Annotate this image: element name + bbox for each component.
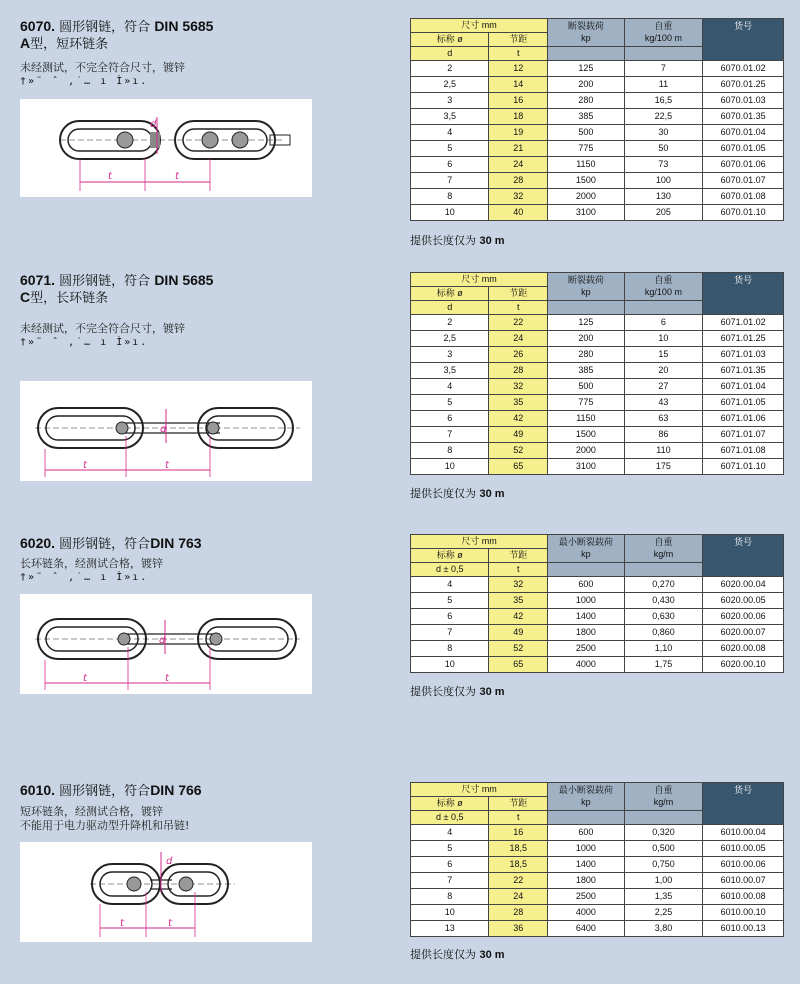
header-load: 最小断裂载荷 kp — [548, 783, 625, 811]
header-pitch-sym: t — [489, 811, 548, 825]
table-row: 5 35 1000 0,430 6020.00.05 — [411, 593, 784, 609]
section-description: 长环链条，经测试合格，镀锌 — [20, 557, 163, 570]
table-row: 8 52 2000 110 6071.01.08 — [411, 443, 784, 459]
table-row: 5 21 775 50 6070.01.05 — [411, 141, 784, 157]
chain-drawing — [20, 381, 312, 481]
dim-t-label: t — [168, 918, 172, 929]
section-description-symbols: †»˜ ˆ ‚˙… ı Ì»ı. — [20, 572, 149, 583]
header-pitch: 节距 — [489, 549, 548, 563]
table-row: 13 36 6400 3,80 6010.00.13 — [411, 921, 784, 937]
dim-d-label: d — [166, 856, 173, 867]
header-load: 断裂载荷 kp — [548, 273, 625, 301]
section-description-symbols: †»˜ ˆ ‚˙… ı Ì»ı. — [20, 337, 149, 348]
header-nominal-sym: d ± 0,5 — [411, 563, 489, 577]
header-nominal: 标称 ø — [411, 33, 489, 47]
table-row: 3,5 28 385 20 6071.01.35 — [411, 363, 784, 379]
header-article: 货号 — [703, 273, 784, 315]
table-row: 3 26 280 15 6071.01.03 — [411, 347, 784, 363]
table-row: 4 32 600 0,270 6020.00.04 — [411, 577, 784, 593]
table-row: 8 52 2500 1,10 6020.00.08 — [411, 641, 784, 657]
header-article: 货号 — [703, 783, 784, 825]
table-row: 5 35 775 43 6071.01.05 — [411, 395, 784, 411]
header-weight: 自重 kg/100 m — [624, 273, 703, 301]
table-row: 6 42 1150 63 6071.01.06 — [411, 411, 784, 427]
dim-t-label: t — [83, 460, 87, 471]
dim-t-label: t — [175, 171, 179, 182]
header-nominal: 标称 ø — [411, 797, 489, 811]
table-row: 10 40 3100 205 6070.01.10 — [411, 205, 784, 221]
header-load: 断裂载荷 kp — [548, 19, 625, 47]
header-weight: 自重 kg/m — [624, 783, 703, 811]
section-description: 短环链条，经测试合格，镀锌 — [20, 805, 163, 818]
dim-t-label: t — [108, 171, 112, 182]
header-size: 尺寸 mm — [411, 783, 548, 797]
header-size: 尺寸 mm — [411, 19, 548, 33]
section-description: 未经测试，不完全符合尺寸，镀锌 — [20, 322, 185, 335]
spec-table — [410, 18, 784, 221]
header-size: 尺寸 mm — [411, 535, 548, 549]
dim-t-label: t — [165, 673, 169, 684]
table-row: 10 65 4000 1,75 6020.00.10 — [411, 657, 784, 673]
table-row: 8 32 2000 130 6070.01.08 — [411, 189, 784, 205]
table-row: 4 32 500 27 6071.01.04 — [411, 379, 784, 395]
section-title: 6071. 圆形钢链，符合 DIN 5685 — [20, 272, 214, 289]
spec-table — [410, 534, 784, 673]
header-nominal: 标称 ø — [411, 287, 489, 301]
section-description-symbols: †»˜ ˆ ‚˙… ı Ì»ı. — [20, 76, 149, 87]
header-pitch-sym: t — [489, 47, 548, 61]
table-row: 2 12 125 7 6070.01.02 — [411, 61, 784, 77]
dim-d-label: d — [160, 424, 167, 435]
supply-note: 提供长度仅为 30 m — [410, 487, 505, 500]
table-row: 10 28 4000 2,25 6010.00.10 — [411, 905, 784, 921]
dim-t-label: t — [165, 460, 169, 471]
dim-d-label: d — [150, 119, 157, 130]
table-row: 2,5 24 200 10 6071.01.25 — [411, 331, 784, 347]
header-nominal-sym: d — [411, 47, 489, 61]
header-pitch: 节距 — [489, 33, 548, 47]
section-title: 6010. 圆形钢链，符合DIN 766 — [20, 782, 202, 799]
chain-drawing — [20, 842, 312, 942]
table-row: 4 19 500 30 6070.01.04 — [411, 125, 784, 141]
chain-drawing — [20, 99, 312, 197]
table-row: 6 42 1400 0,630 6020.00.06 — [411, 609, 784, 625]
header-article: 货号 — [703, 19, 784, 61]
table-row: 2 22 125 6 6071.01.02 — [411, 315, 784, 331]
table-header-row — [411, 535, 784, 549]
table-row: 3,5 18 385 22,5 6070.01.35 — [411, 109, 784, 125]
table-header-row — [411, 19, 784, 33]
table-row: 7 49 1500 86 6071.01.07 — [411, 427, 784, 443]
header-pitch: 节距 — [489, 287, 548, 301]
header-pitch: 节距 — [489, 797, 548, 811]
section-subtitle: C型，长环链条 — [20, 289, 109, 306]
dim-d-label: d — [159, 635, 166, 646]
header-size: 尺寸 mm — [411, 273, 548, 287]
table-row: 2,5 14 200 11 6070.01.25 — [411, 77, 784, 93]
table-row: 4 16 600 0,320 6010.00.04 — [411, 825, 784, 841]
header-load: 最小断裂载荷 kp — [548, 535, 625, 563]
table-row: 6 18,5 1400 0,750 6010.00.06 — [411, 857, 784, 873]
section-description: 未经测试，不完全符合尺寸，镀锌 — [20, 61, 185, 74]
section-title: 6070. 圆形钢链，符合 DIN 5685 — [20, 18, 214, 35]
section-warning: 不能用于电力驱动型升降机和吊链! — [20, 819, 190, 832]
dim-t-label: t — [83, 673, 87, 684]
header-pitch-sym: t — [489, 301, 548, 315]
section-title: 6020. 圆形钢链，符合DIN 763 — [20, 535, 202, 552]
dim-t-label: t — [120, 918, 124, 929]
header-article: 货号 — [703, 535, 784, 577]
header-weight: 自重 kg/m — [624, 535, 703, 563]
table-row: 6 24 1150 73 6070.01.06 — [411, 157, 784, 173]
supply-note: 提供长度仅为 30 m — [410, 685, 505, 698]
header-nominal: 标称 ø — [411, 549, 489, 563]
header-nominal-sym: d ± 0,5 — [411, 811, 489, 825]
table-row: 3 16 280 16,5 6070.01.03 — [411, 93, 784, 109]
supply-note: 提供长度仅为 30 m — [410, 234, 505, 247]
spec-table — [410, 782, 784, 937]
table-row: 8 24 2500 1,35 6010.00.08 — [411, 889, 784, 905]
spec-table — [410, 272, 784, 475]
table-row: 7 28 1500 100 6070.01.07 — [411, 173, 784, 189]
table-row: 5 18,5 1000 0,500 6010.00.05 — [411, 841, 784, 857]
chain-drawing — [20, 594, 312, 694]
table-header-row — [411, 783, 784, 797]
supply-note: 提供长度仅为 30 m — [410, 948, 505, 961]
table-header-row — [411, 273, 784, 287]
table-row: 7 49 1800 0,860 6020.00.07 — [411, 625, 784, 641]
header-nominal-sym: d — [411, 301, 489, 315]
header-pitch-sym: t — [489, 563, 548, 577]
header-weight: 自重 kg/100 m — [624, 19, 703, 47]
table-row: 7 22 1800 1,00 6010.00.07 — [411, 873, 784, 889]
table-row: 10 65 3100 175 6071.01.10 — [411, 459, 784, 475]
section-subtitle: A型，短环链条 — [20, 35, 109, 52]
